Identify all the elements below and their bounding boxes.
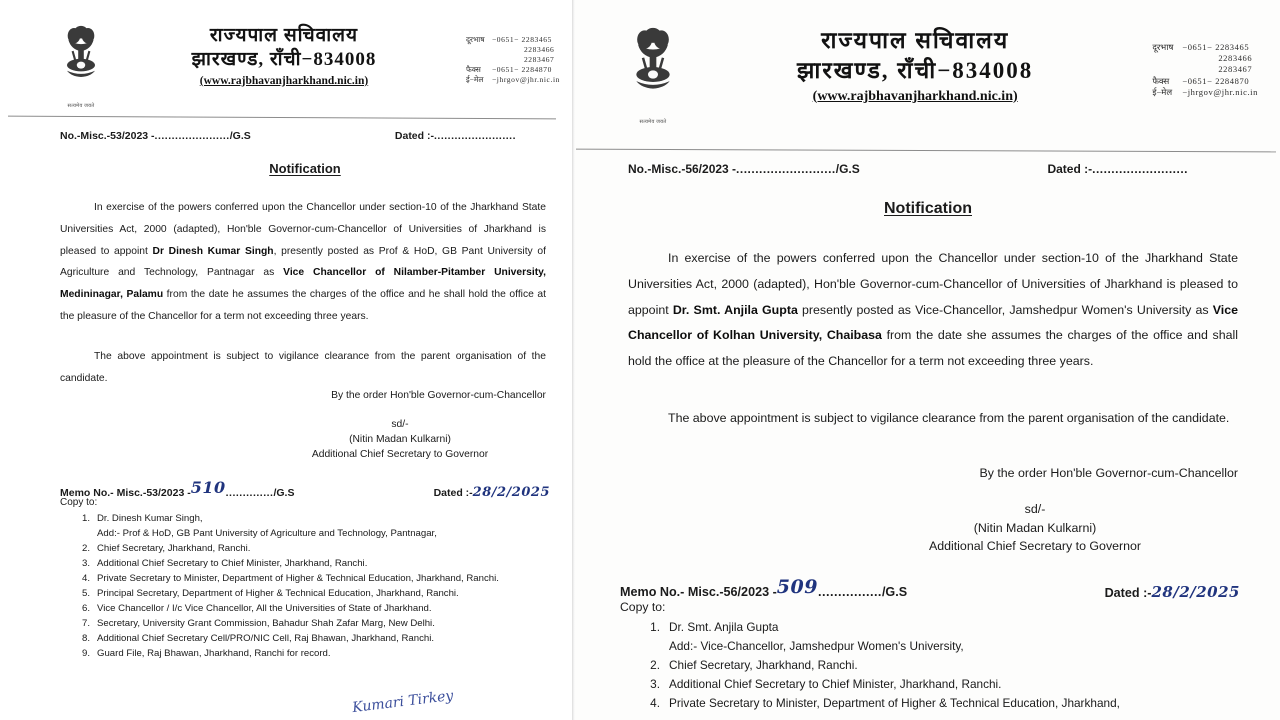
memo-number-right: Memo No.- Misc.-56/2023 -509................/G.S (620, 576, 908, 599)
memo-date-handwritten-left: 28/2/2025 (472, 485, 550, 500)
letterhead-website: (www.rajbhavanjharkhand.nic.in) (199, 74, 369, 87)
letterhead-title-block-right (678, 26, 1152, 107)
appointed-post-left: Vice Chancellor of Nilamber-Pitamber University, Medininagar, Palamu (60, 267, 546, 301)
notification-date-left: Dated :-........................ (394, 130, 516, 142)
list-item: 4. Private Secretary to Minister, Department of Higher & Technical Education, Jharkhand, (650, 696, 1120, 711)
signatory-name-left: (Nitin Madan Kulkarni) (349, 433, 451, 445)
vigilance-clause-left: The above appointment is subject to vigilance clearance from the parent organisation of the candidate. (60, 351, 546, 384)
handwritten-signature-left: Kumari Tirkey (351, 687, 455, 717)
list-item: 2. Chief Secretary, Jharkhand, Ranchi. (81, 543, 251, 555)
email-label: ई−मेल (1152, 86, 1173, 97)
email-address: −jhrgov@jhr.nic.in (1182, 86, 1258, 97)
notification-title-left: Notification (269, 161, 341, 176)
signatory-designation-left: Additional Chief Secretary to Governor (311, 448, 489, 460)
notification-date-right: Dated :-......................... (1047, 162, 1188, 176)
memo-number-handwritten-right: 509 (776, 576, 818, 598)
memo-line-left (60, 478, 550, 500)
body-text-right-2: presently posted as Vice-Chancellor, Jamshedpur Women's University as (797, 302, 1213, 317)
list-item: 8. Additional Chief Secretary Cell/PRO/NIC Cell, Raj Bhawan, Jharkhand, Ranchi. (81, 633, 434, 645)
list-item: 9. Guard File, Raj Bhawan, Jharkhand, Ranchi for record. (81, 648, 331, 660)
sd-mark-right: sd/- (1024, 502, 1046, 516)
notification-body-left (60, 197, 546, 328)
letterhead-website: (www.rajbhavanjharkhand.nic.in) (812, 88, 1018, 104)
list-item: 5. Principal Secretary, Department of Higher & Technical Education, Jharkhand, Ranchi. (81, 588, 459, 600)
email-address: −jhrgov@jhr.nic.in (491, 74, 560, 84)
fax-number: −0651− 2284870 (491, 64, 552, 74)
phone-label: दूरभाष (465, 35, 485, 44)
memo-number-left: Memo No.- Misc.-53/2023 -510............../G.S (60, 478, 295, 499)
signatory-designation-right: Additional Chief Secretary to Governor (928, 539, 1142, 554)
letterhead-line-1: राज्यपाल सचिवालय (821, 28, 1010, 53)
list-item: 2. Chief Secretary, Jharkhand, Ranchi. (650, 658, 858, 673)
state-emblem-icon (60, 24, 102, 109)
notification-body-right (628, 246, 1238, 375)
phone-number-1: −0651− 2283465 (491, 35, 552, 44)
phone-number-2: 2283466 (1218, 53, 1253, 64)
letterhead-contact-left (466, 24, 560, 84)
list-item: 1. Dr. Smt. Anjila Gupta (650, 620, 779, 634)
letterhead-title-block-left (102, 24, 466, 90)
phone-number-2: 2283466 (523, 44, 555, 54)
copy-list-left (72, 511, 542, 661)
list-item: 3. Additional Chief Secretary to Chief Minister, Jharkhand, Ranchi. (81, 558, 368, 570)
emblem-caption: सत्यमेव जयते (67, 104, 95, 109)
notification-number-line-left (60, 130, 516, 142)
memo-number-handwritten-left: 510 (190, 478, 226, 497)
phone-number-3: 2283467 (1218, 64, 1253, 75)
letterhead-contact-right (1152, 26, 1258, 98)
by-order-line-left: By the order Hon'ble Governor-cum-Chancellor (331, 390, 546, 401)
copy-list-right (640, 618, 1270, 714)
list-item: 1. Dr. Dinesh Kumar Singh, (81, 513, 203, 524)
list-item: 6. Vice Chancellor / I/c Vice Chancellor, All the Universities of State of Jharkhand. (81, 603, 432, 615)
appointee-name-left: Dr Dinesh Kumar Singh (152, 245, 274, 257)
body-text-left-2: , presently posted as Prof & HoD, GB Pant University of Agriculture and Technology, Pantnagar as (60, 245, 546, 279)
signature-block-left (250, 418, 550, 463)
list-item: 3. Additional Chief Secretary to Chief Minister, Jharkhand, Ranchi. (650, 677, 1002, 692)
list-item-address: Add:- Prof & HoD, GB Pant University of Agriculture and Technology, Pantnagar, (97, 528, 437, 540)
letterhead-right (628, 26, 1258, 125)
body-text-right-3: from the date she assumes the charges of the office and shall hold the office at the pleasure of the Chancellor for a term not exceeding three years. (628, 328, 1238, 369)
signatory-name-right: (Nitin Madan Kulkarni) (973, 520, 1097, 535)
phone-label: दूरभाष (1152, 42, 1174, 52)
letterhead-line-2: झारखण्ड, राँची−834008 (191, 49, 377, 71)
phone-number-1: −0651− 2283465 (1182, 42, 1250, 52)
notification-number-line-right (628, 162, 1188, 176)
notification-title-right: Notification (884, 200, 972, 217)
notification-number-right: No.-Misc.-56/2023 -........................../G.S (628, 162, 860, 176)
emblem-caption: सत्यमेव जयते (639, 120, 667, 125)
phone-number-3: 2283467 (523, 54, 555, 64)
memo-date-right: Dated :-28/2/2025 (1104, 583, 1240, 601)
letterhead-left (60, 24, 560, 109)
fax-number: −0651− 2284870 (1182, 75, 1250, 86)
body-text-left-1: In exercise of the powers conferred upon the Chancellor under section-10 of the Jharkhand State Universities Act, 2000 (adapted), Hon'ble Governor-cum-Chancellor of Universities of Jharkhand is pleased to appoint (60, 202, 546, 257)
appointed-post-right: Vice Chancellor of Kolhan University, Chaibasa (628, 302, 1239, 343)
by-order-line-right: By the order Hon'ble Governor-cum-Chancellor (979, 466, 1238, 480)
letterhead-divider-left (8, 116, 556, 120)
letterhead-line-2: झारखण्ड, राँची−834008 (796, 57, 1034, 83)
body-text-left-3: from the date he assumes the charges of the office and he shall hold the office at the pleasure of the Chancellor for a term not exceeding three years. (60, 289, 546, 323)
email-label: ई−मेल (465, 74, 484, 84)
sd-mark-left: sd/- (391, 419, 409, 430)
memo-date-handwritten-right: 28/2/2025 (1151, 583, 1240, 601)
list-item: 7. Secretary, University Grant Commission, Bahadur Shah Zafar Marg, New Delhi. (81, 618, 435, 630)
fax-label: फैक्स (465, 64, 481, 74)
letterhead-line-1: राज्यपाल सचिवालय (209, 25, 359, 46)
copy-to-label-right: Copy to: (620, 600, 666, 614)
list-item: 4. Private Secretary to Minister, Department of Higher & Technical Education, Jharkhand, Ranchi. (81, 573, 499, 585)
fax-label: फैक्स (1152, 75, 1170, 86)
document-page-left (0, 0, 572, 720)
memo-date-left: Dated :-28/2/2025 (433, 485, 550, 500)
signature-block-right (860, 500, 1210, 556)
body-text-right-1: In exercise of the powers conferred upon the Chancellor under section-10 of the Jharkhand State Universities Act, 2000 (adapted), Hon'ble Governor-cum-Chancellor of Universities of Jharkhand is pleased to appoint (628, 251, 1238, 317)
vigilance-clause-right: The above appointment is subject to vigilance clearance from the parent organisation of the candidate. (668, 411, 1230, 425)
state-emblem-icon (628, 26, 678, 125)
memo-line-right (620, 576, 1240, 601)
copy-to-label-left: Copy to: (60, 497, 98, 508)
appointee-name-right: Dr. Smt. Anjila Gupta (672, 302, 798, 317)
notification-number-left: No.-Misc.-53/2023 -....................../G.S (60, 130, 251, 142)
list-item-address: Add:- Vice-Chancellor, Jamshedpur Women's University, (669, 639, 964, 654)
